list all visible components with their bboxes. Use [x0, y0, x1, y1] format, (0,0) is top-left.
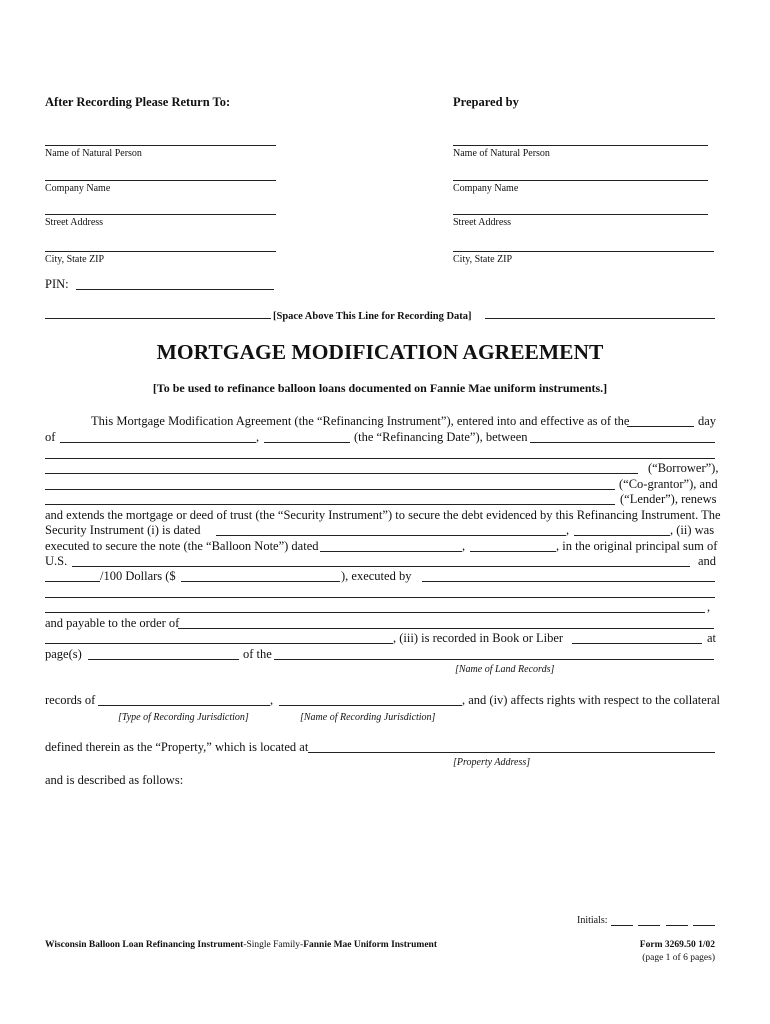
and-text: and: [698, 554, 717, 568]
jurisdiction-type-field[interactable]: [98, 705, 270, 706]
defined-text: defined therein as the “Property,” which is located at: [45, 740, 309, 754]
us-text: U.S.: [45, 554, 68, 568]
dollar-amount-field[interactable]: [181, 581, 340, 582]
effective-day-field[interactable]: [627, 426, 694, 427]
prepared-street-label: Street Address: [453, 217, 512, 228]
return-to-heading: After Recording Please Return To:: [45, 95, 231, 109]
effective-year-field[interactable]: [264, 442, 350, 443]
page-subtitle: [To be used to refinance balloon loans documented on Fannie Mae uniform instruments.]: [152, 381, 608, 395]
executed-by-line-2[interactable]: [45, 597, 715, 598]
cograntor-field[interactable]: [45, 489, 615, 490]
pages-text: page(s): [45, 647, 82, 661]
lender-text: (“Lender”), renews: [620, 492, 717, 506]
footer-instrument-bold-2: Fannie Mae Uniform Instrument: [303, 940, 437, 950]
payable-text: and payable to the order of: [45, 616, 180, 630]
comma-3: ,: [462, 539, 466, 553]
described-text: and is described as follows:: [45, 773, 184, 787]
comma-1: ,: [256, 430, 260, 444]
prepared-city-label: City, State ZIP: [453, 254, 513, 265]
comma-2: ,: [566, 523, 570, 537]
land-records-field[interactable]: [274, 659, 714, 660]
comma-5: ,: [270, 693, 274, 707]
party-line-1[interactable]: [45, 458, 715, 459]
initials-field-2[interactable]: [638, 925, 660, 926]
refinancing-date-text: (the “Refinancing Date”), between: [354, 430, 528, 444]
return-street-line[interactable]: [45, 214, 276, 215]
jurisdiction-type-label: [Type of Recording Jurisdiction]: [118, 712, 249, 723]
return-company-label: Company Name: [45, 183, 111, 194]
recording-space-label: [Space Above This Line for Recording Data]: [273, 311, 472, 322]
affects-text: , and (iv) affects rights with respect to the collateral: [462, 693, 721, 707]
prepared-name-line[interactable]: [453, 145, 708, 146]
pages-field[interactable]: [88, 659, 239, 660]
footer-instrument: [45, 940, 437, 950]
security-date-field[interactable]: [216, 535, 566, 536]
book-liber-field[interactable]: [572, 643, 702, 644]
jurisdiction-name-field[interactable]: [279, 705, 462, 706]
prepared-by-heading: Prepared by: [453, 95, 519, 109]
cograntor-text: (“Co-grantor”), and: [619, 477, 718, 491]
security-year-field[interactable]: [574, 535, 670, 536]
borrower-field[interactable]: [45, 473, 638, 474]
initials-field-3[interactable]: [666, 925, 688, 926]
recorded-book-text: , (iii) is recorded in Book or Liber: [393, 631, 564, 645]
extends-text: and extends the mortgage or deed of trust (the “Security Instrument”) to secure the debt evidenced by this Refinancing Instrument. The: [45, 508, 721, 522]
between-party-field[interactable]: [530, 442, 715, 443]
principal-text: , in the original principal sum of: [556, 539, 718, 553]
executed-note-text: executed to secure the note (the “Balloon Note”) dated: [45, 539, 319, 553]
principal-words-field[interactable]: [72, 566, 690, 567]
initials-field-1[interactable]: [611, 925, 633, 926]
of-text: of: [45, 430, 56, 444]
records-of-text: records of: [45, 693, 96, 707]
pin-field[interactable]: [76, 289, 274, 290]
cents-field[interactable]: [45, 581, 100, 582]
page-title: MORTGAGE MODIFICATION AGREEMENT: [156, 340, 604, 364]
payable-to-field[interactable]: [178, 628, 714, 629]
property-address-field[interactable]: [308, 752, 715, 753]
initials-label: Initials:: [577, 915, 608, 926]
day-text: day: [698, 414, 717, 428]
note-date-field[interactable]: [320, 551, 462, 552]
land-records-label: [Name of Land Records]: [455, 664, 555, 675]
effective-month-field[interactable]: [60, 442, 256, 443]
note-year-field[interactable]: [470, 551, 556, 552]
return-name-label: Name of Natural Person: [45, 148, 142, 159]
return-city-line[interactable]: [45, 251, 276, 252]
recording-divider-left: [45, 318, 271, 319]
intro-text: This Mortgage Modification Agreement (the “Refinancing Instrument”), entered into and effective as of the: [91, 414, 630, 428]
return-company-line[interactable]: [45, 180, 276, 181]
pin-label: PIN:: [45, 277, 69, 291]
return-city-label: City, State ZIP: [45, 254, 105, 265]
dollars-text: /100 Dollars ($: [100, 569, 176, 583]
prepared-name-label: Name of Natural Person: [453, 148, 550, 159]
payable-to-line-2[interactable]: [45, 643, 393, 644]
borrower-text: (“Borrower”),: [648, 461, 719, 475]
footer-instrument-normal: -Single Family-: [243, 940, 304, 950]
property-address-label: [Property Address]: [453, 757, 531, 768]
prepared-company-label: Company Name: [453, 183, 519, 194]
prepared-street-line[interactable]: [453, 214, 708, 215]
executed-by-field[interactable]: [422, 581, 715, 582]
at-text: at: [707, 631, 717, 645]
return-name-line[interactable]: [45, 145, 276, 146]
executed-by-text: ), executed by: [341, 569, 412, 583]
page-number: (page 1 of 6 pages): [642, 953, 715, 963]
of-the-text: of the: [243, 647, 272, 661]
recording-divider-right: [485, 318, 715, 319]
initials-field-4[interactable]: [693, 925, 715, 926]
return-street-label: Street Address: [45, 217, 104, 228]
prepared-city-line[interactable]: [453, 251, 714, 252]
comma-4: ,: [707, 600, 711, 614]
prepared-company-line[interactable]: [453, 180, 708, 181]
security-dated-text: Security Instrument (i) is dated: [45, 523, 201, 537]
form-number: Form 3269.50 1/02: [639, 940, 715, 950]
executed-by-line-3[interactable]: [45, 612, 705, 613]
jurisdiction-name-label: [Name of Recording Jurisdiction]: [300, 712, 436, 723]
lender-field[interactable]: [45, 504, 615, 505]
footer-instrument-bold-1: Wisconsin Balloon Loan Refinancing Instrument: [45, 940, 244, 950]
ii-was-text: , (ii) was: [670, 523, 715, 537]
